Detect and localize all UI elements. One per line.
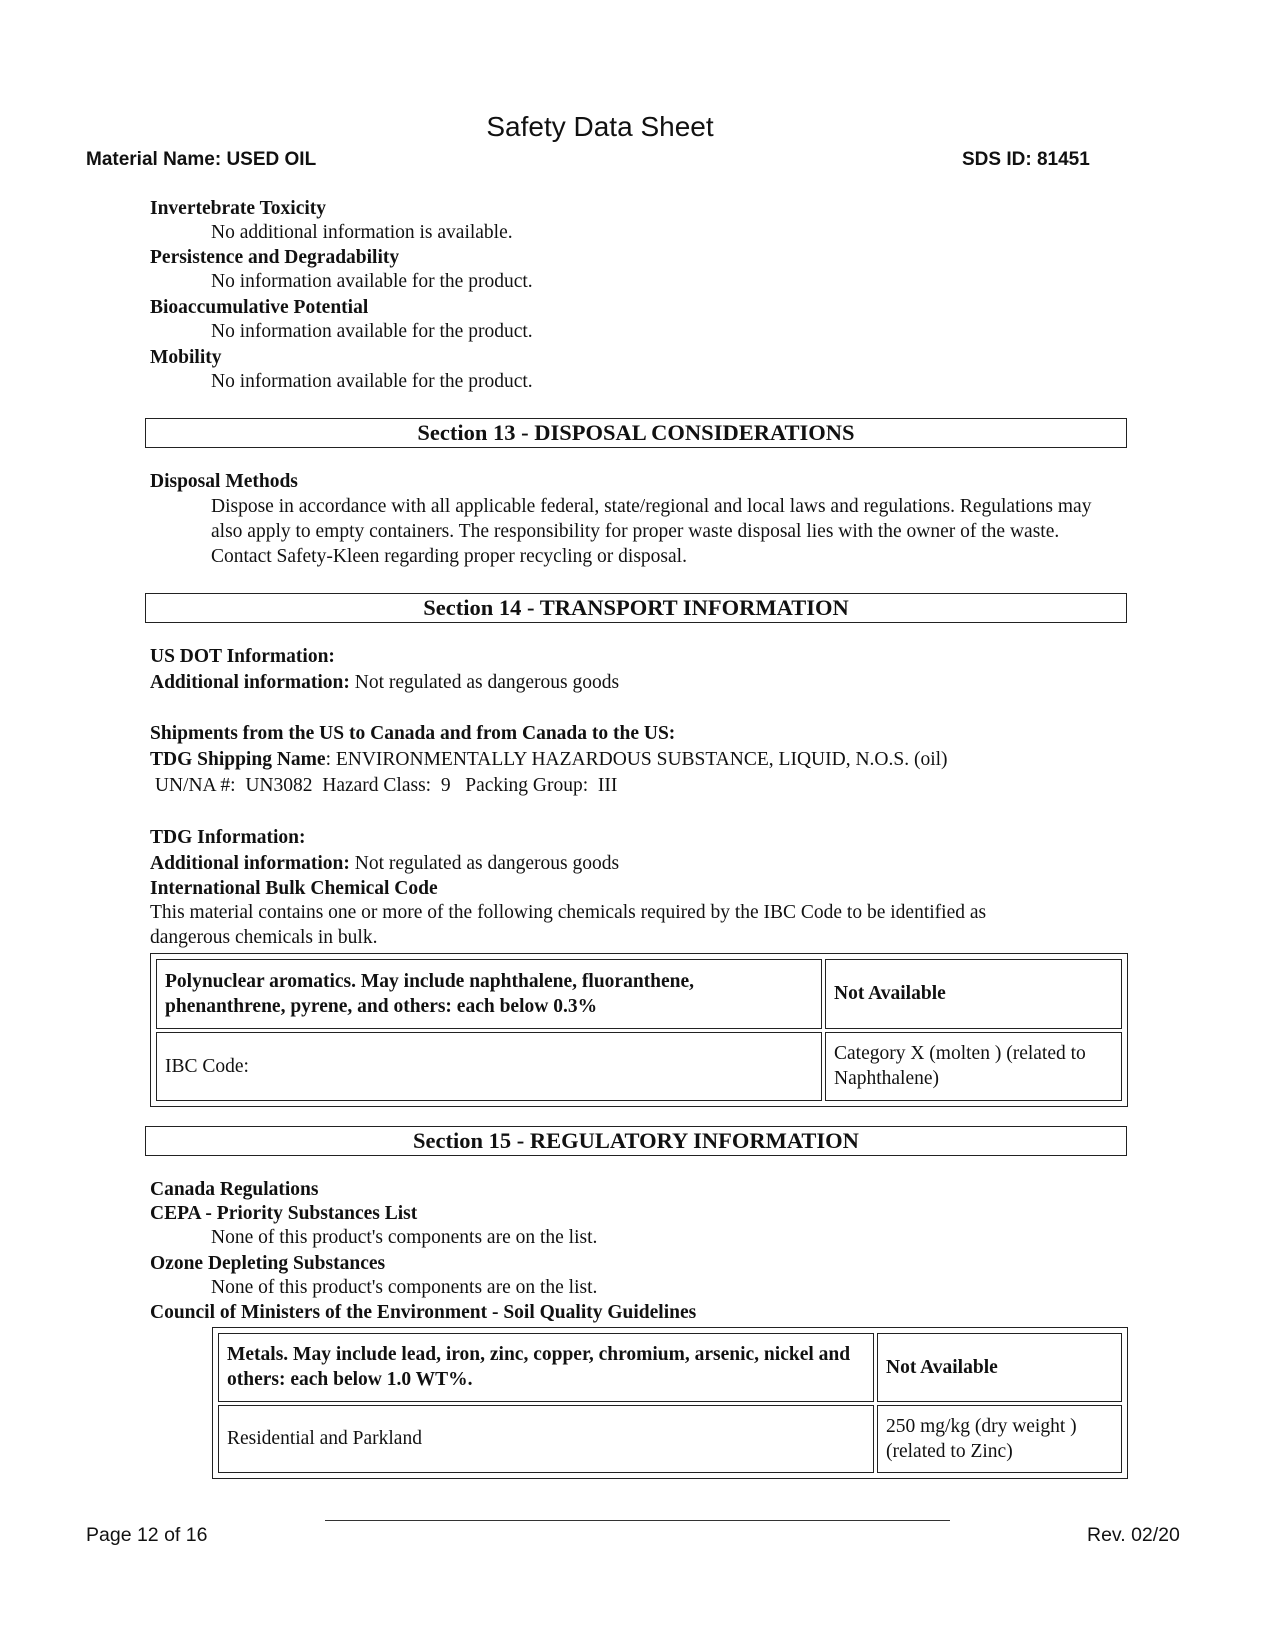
persistence-heading: Persistence and Degradability — [150, 247, 400, 268]
soil-land-use-cell: Residential and Parkland — [218, 1405, 874, 1474]
mobility-heading: Mobility — [150, 347, 222, 368]
section-15-header: Section 15 - REGULATORY INFORMATION — [145, 1126, 1127, 1156]
ozone-heading: Ozone Depleting Substances — [150, 1253, 386, 1274]
material-name: Material Name: USED OIL — [86, 149, 317, 170]
soil-metals-cell: Metals. May include lead, iron, zinc, copper, chromium, arsenic, nickel and others: each below 1.0 WT%. — [218, 1333, 874, 1402]
soil-quality-table — [212, 1327, 1128, 1479]
disposal-methods-text: Dispose in accordance with all applicable federal, state/regional and local laws and regulations. Regulations may also apply to empty containers. The responsibility for proper waste disposal lies with the owner of the waste. Contact Safety-Kleen regarding proper recycling or disposal. — [211, 496, 1092, 567]
ibc-chemical-cell: Polynuclear aromatics. May include naphthalene, fluoranthene, phenanthrene, pyrene, and others: each below 0.3% — [156, 959, 822, 1029]
tdg-additional-line — [150, 852, 619, 876]
ibc-table — [150, 953, 1128, 1107]
tdg-shipping-line — [150, 748, 948, 772]
ibc-text: This material contains one or more of the following chemicals required by the IBC Code to be identified as dangerous chemicals in bulk. — [150, 902, 987, 948]
invertebrate-toxicity-text: No additional information is available. — [211, 222, 513, 243]
soil-limit-cell: 250 mg/kg (dry weight ) (related to Zinc) — [877, 1405, 1122, 1474]
ibc-availability-cell: Not Available — [825, 959, 1122, 1029]
ibc-code-label-cell: IBC Code: — [156, 1032, 822, 1102]
persistence-text: No information available for the product. — [211, 271, 533, 292]
un-hazard-packing-line: UN/NA #: UN3082 Hazard Class: 9 Packing Group: III — [150, 775, 618, 796]
section-13-header: Section 13 - DISPOSAL CONSIDERATIONS — [145, 418, 1127, 448]
additional-information-label-2: Additional information: — [150, 853, 350, 874]
table-row — [156, 959, 1122, 1029]
document-title: Safety Data Sheet — [486, 111, 714, 142]
tdg-shipping-name-value: : ENVIRONMENTALLY HAZARDOUS SUBSTANCE, LIQUID, N.O.S. (oil) — [325, 749, 948, 770]
us-dot-heading: US DOT Information: — [150, 646, 335, 667]
disposal-methods-heading: Disposal Methods — [150, 471, 298, 492]
table-row — [218, 1333, 1122, 1402]
page-number: Page 12 of 16 — [86, 1524, 208, 1546]
additional-information-value: Not regulated as dangerous goods — [349, 672, 620, 693]
soil-availability-cell: Not Available — [877, 1333, 1122, 1402]
canada-regulations-heading: Canada Regulations — [150, 1179, 319, 1200]
tdg-shipping-name-label: TDG Shipping Name — [150, 749, 326, 770]
additional-information-value-2: Not regulated as dangerous goods — [349, 853, 620, 874]
council-heading: Council of Ministers of the Environment - Soil Quality Guidelines — [150, 1302, 697, 1323]
section-14-header: Section 14 - TRANSPORT INFORMATION — [145, 593, 1127, 623]
additional-information-label: Additional information: — [150, 672, 350, 693]
ozone-text: None of this product's components are on the list. — [211, 1277, 598, 1298]
sds-id: SDS ID: 81451 — [962, 149, 1090, 170]
ibc-code-value-cell: Category X (molten ) (related to Naphthalene) — [825, 1032, 1122, 1102]
cepa-text: None of this product's components are on the list. — [211, 1227, 598, 1248]
table-row — [156, 1032, 1122, 1102]
mobility-text: No information available for the product. — [211, 371, 533, 392]
table-row — [218, 1405, 1122, 1474]
ibc-heading: International Bulk Chemical Code — [150, 878, 438, 899]
footer-divider — [325, 1520, 950, 1521]
revision-label: Rev. 02/20 — [1087, 1524, 1180, 1546]
bioaccumulative-heading: Bioaccumulative Potential — [150, 297, 369, 318]
invertebrate-toxicity-heading: Invertebrate Toxicity — [150, 198, 327, 219]
shipments-heading: Shipments from the US to Canada and from Canada to the US: — [150, 723, 676, 744]
tdg-information-heading: TDG Information: — [150, 827, 306, 848]
us-dot-additional-line — [150, 671, 619, 695]
bioaccumulative-text: No information available for the product. — [211, 321, 533, 342]
cepa-heading: CEPA - Priority Substances List — [150, 1203, 418, 1224]
